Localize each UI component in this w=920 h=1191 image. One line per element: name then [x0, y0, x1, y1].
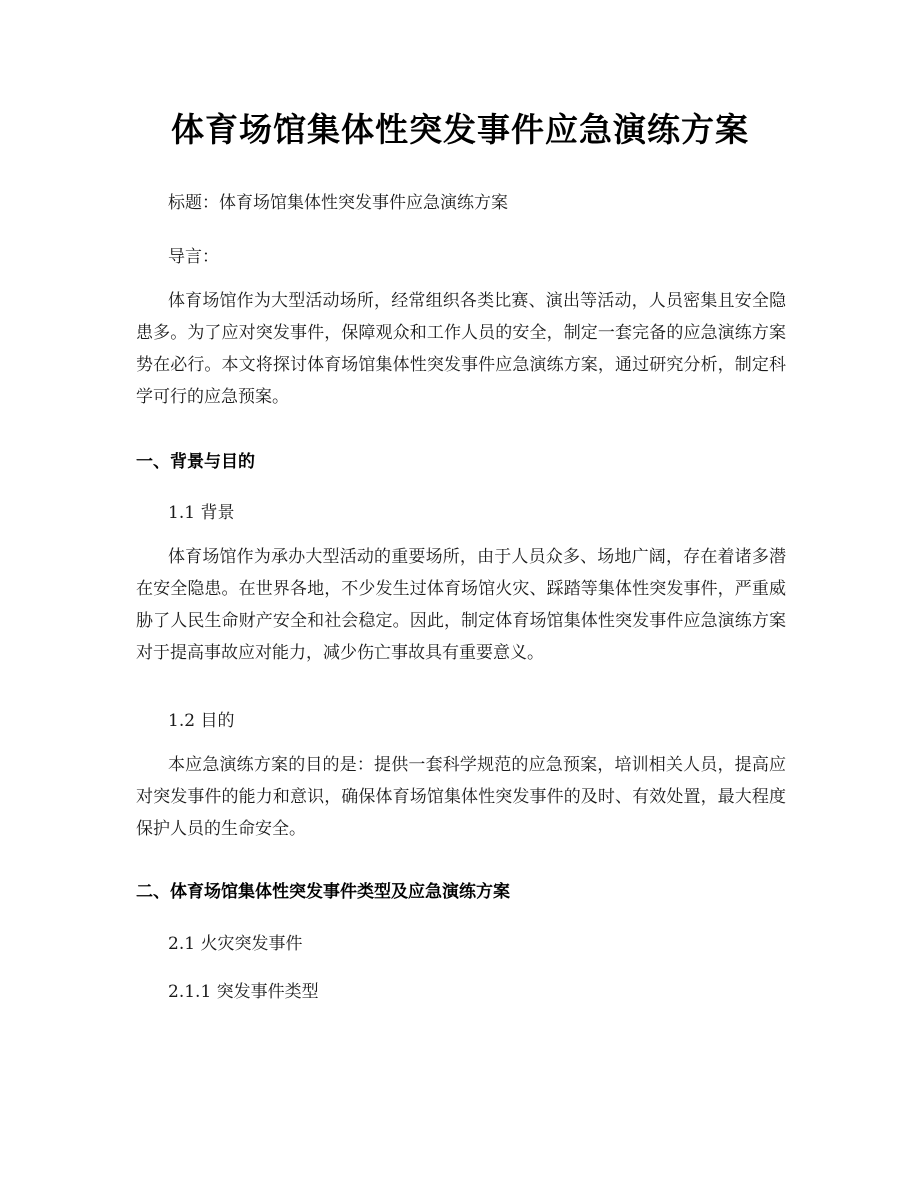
subsection-1-2-heading: 1.2 目的 [168, 711, 235, 731]
intro-paragraph: 体育场馆作为大型活动场所，经常组织各类比赛、演出等活动，人员密集且安全隐患多。为了应对突发事件，保障观众和工作人员的安全，制定一套完备的应急演练方案势在必行。本文将探讨体育场馆集体性突发事件应急演练方案，通过研究分析，制定科学可行的应急预案。 [136, 291, 786, 407]
subsection-2-1-heading: 2.1 火灾突发事件 [168, 934, 303, 954]
subsection-2-1-1-heading: 2.1.1 突发事件类型 [168, 982, 319, 1002]
intro-label: 导言： [168, 247, 219, 267]
section-2-heading: 二、体育场馆集体性突发事件类型及应急演练方案 [136, 882, 510, 902]
title-label-line: 标题：体育场馆集体性突发事件应急演练方案 [168, 193, 508, 213]
subsection-1-1-paragraph: 体育场馆作为承办大型活动的重要场所，由于人员众多、场地广阔，存在着诸多潜在安全隐患。在世界各地，不少发生过体育场馆火灾、踩踏等集体性突发事件，严重威胁了人民生命财产安全和社会稳定。因此，制定体育场馆集体性突发事件应急演练方案对于提高事故应对能力，减少伤亡事故具有重要意义。 [136, 547, 786, 663]
document-title: 体育场馆集体性突发事件应急演练方案 [171, 110, 749, 149]
subsection-1-2-paragraph: 本应急演练方案的目的是：提供一套科学规范的应急预案，培训相关人员，提高应对突发事件的能力和意识，确保体育场馆集体性突发事件的及时、有效处置，最大程度保护人员的生命安全。 [136, 755, 786, 839]
section-1-heading: 一、背景与目的 [136, 452, 255, 472]
subsection-1-1-heading: 1.1 背景 [168, 503, 235, 523]
